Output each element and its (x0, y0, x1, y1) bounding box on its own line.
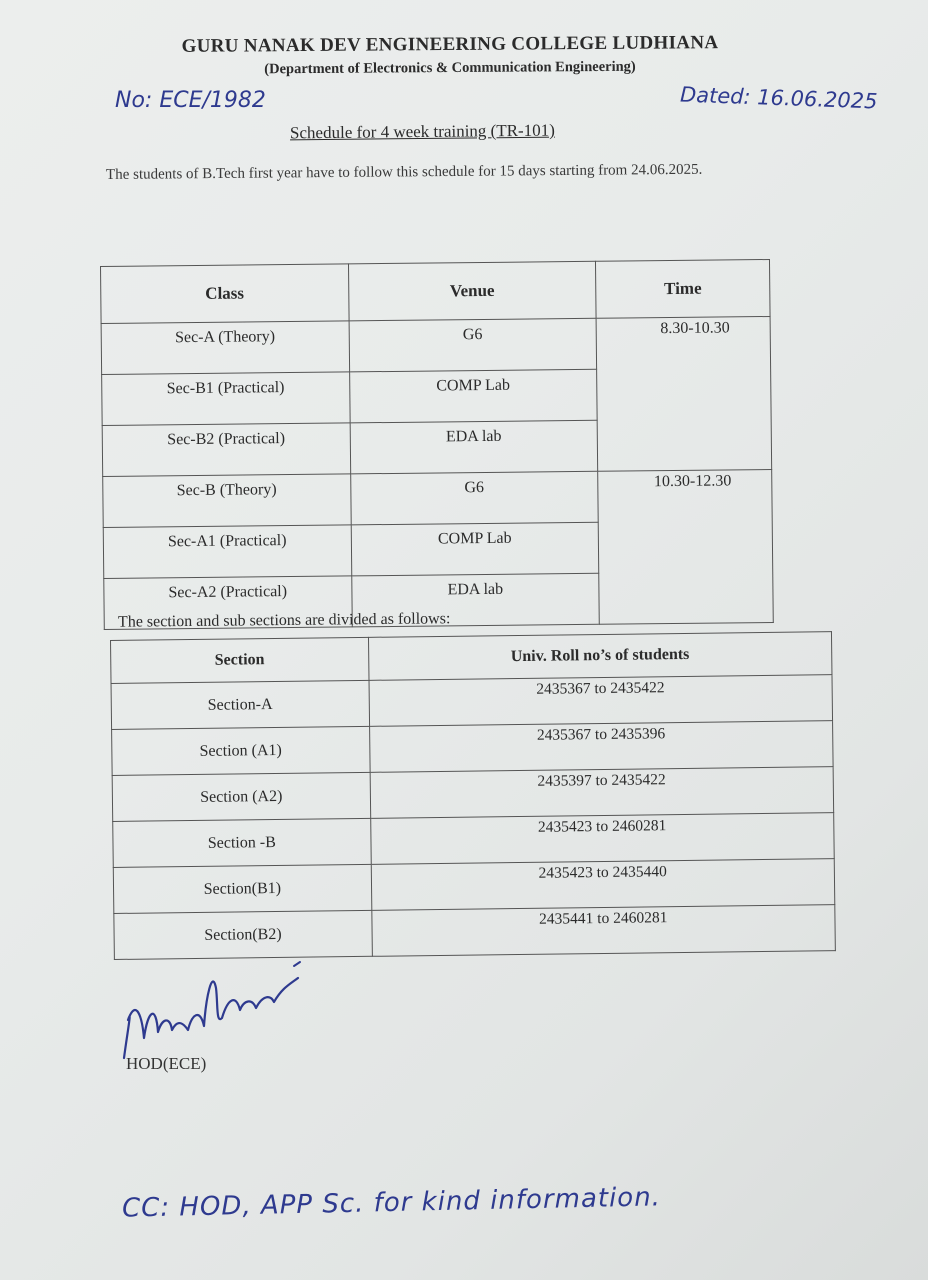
header-roll-numbers: Univ. Roll no’s of students (368, 632, 832, 681)
schedule-table (100, 259, 774, 630)
signatory-title: HOD(ECE) (126, 1054, 207, 1073)
class-cell: Sec-A1 (Practical) (103, 525, 351, 579)
table-row (101, 316, 770, 374)
venue-cell: G6 (349, 318, 597, 372)
roll-range-cell: 2435367 to 2435396 (369, 721, 833, 773)
dated-note: Dated: 16.06.2025 (679, 82, 878, 114)
roll-range-cell: 2435367 to 2435422 (369, 675, 833, 727)
schedule-title: Schedule for 4 week training (TR-101) (289, 120, 555, 143)
venue-cell: EDA lab (350, 420, 598, 474)
venue-cell: EDA lab (351, 573, 599, 627)
reference-number: No: ECE/1982 (115, 88, 266, 113)
class-cell: Sec-A2 (Practical) (104, 576, 352, 630)
roll-range-cell: 2435423 to 2460281 (370, 813, 834, 865)
section-cell: Section (A2) (112, 772, 370, 821)
section-cell: Section (A1) (112, 726, 370, 775)
header-class: Class (101, 264, 349, 324)
table-row (114, 905, 836, 960)
handwritten-signature (118, 958, 318, 1068)
time-cell: 10.30-12.30 (598, 469, 773, 624)
roll-range-cell: 2435397 to 2435422 (370, 767, 834, 819)
header-section: Section (111, 637, 369, 683)
section-cell: Section -B (113, 818, 371, 867)
college-name: GURU NANAK DEV ENGINEERING COLLEGE LUDHIANA (181, 32, 719, 57)
section-cell: Section-A (111, 680, 369, 729)
time-cell: 8.30-10.30 (596, 316, 771, 471)
venue-cell: COMP Lab (351, 522, 599, 576)
section-cell: Section(B2) (114, 910, 372, 959)
schedule-header-row (101, 259, 771, 323)
class-cell: Sec-A (Theory) (101, 321, 349, 375)
section-table (110, 631, 836, 960)
class-cell: Sec-B (Theory) (103, 474, 351, 528)
roll-range-cell: 2435423 to 2435440 (371, 859, 835, 911)
venue-cell: G6 (350, 471, 598, 525)
table-row (103, 469, 772, 527)
header-time: Time (596, 259, 770, 318)
venue-cell: COMP Lab (349, 369, 597, 423)
section-cell: Section(B1) (113, 864, 371, 913)
department-name: (Department of Electronics & Communication Engineering) (264, 58, 636, 78)
intro-paragraph: The students of B.Tech first year have to follow this schedule for 15 days starting from 24.06.2025. (105, 161, 703, 183)
division-note: The section and sub sections are divided as follows: (117, 610, 451, 631)
class-cell: Sec-B1 (Practical) (102, 372, 350, 426)
roll-range-cell: 2435441 to 2460281 (372, 905, 836, 957)
cc-note: CC: HOD, APP Sc. for kind information. (121, 1182, 662, 1224)
header-venue: Venue (348, 261, 596, 321)
class-cell: Sec-B2 (Practical) (102, 423, 350, 477)
